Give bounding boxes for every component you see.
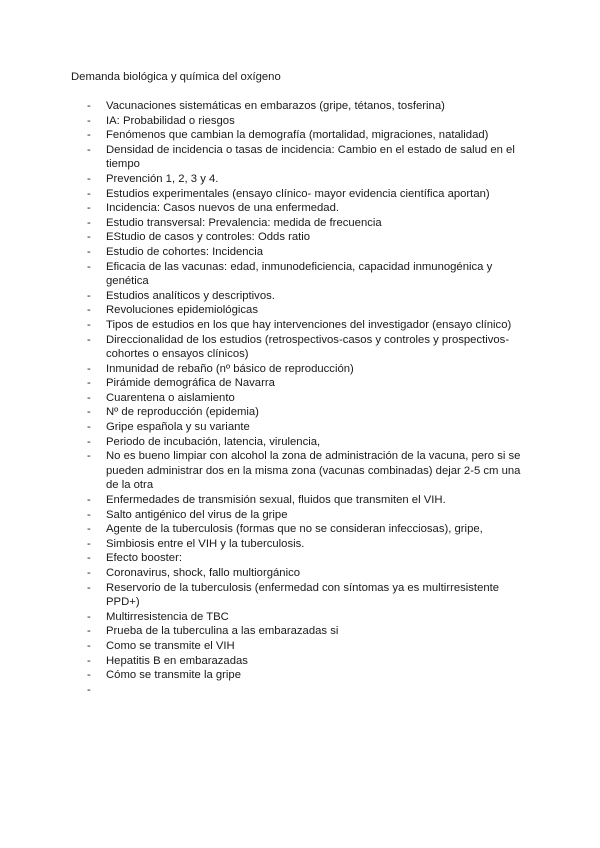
- list-item-text: Estudio transversal: Prevalencia: medida de frecuencia: [106, 216, 382, 229]
- bullet-marker: -: [87, 129, 91, 142]
- bullet-marker: -: [87, 172, 91, 185]
- list-item-text: Cuarentena o aislamiento: [106, 391, 235, 404]
- list-item-text: IA: Probabilidad o riesgos: [106, 114, 235, 127]
- bullet-marker: -: [87, 450, 91, 463]
- list-item-text: Reservorio de la tuberculosis (enfermedad con síntomas ya es multirresistente PPD+): [106, 581, 500, 609]
- list-item: [87, 639, 527, 654]
- bullet-marker: -: [87, 143, 91, 156]
- list-item-text: Direccionalidad de los estudios (retrospectivos-casos y controles y prospectivos-cohortes o ensayos clínicos): [106, 333, 510, 361]
- bullet-marker: -: [87, 231, 91, 244]
- list-item-text: Estudios analíticos y descriptivos.: [106, 289, 275, 302]
- list-item: [87, 566, 527, 581]
- bullet-marker: -: [87, 245, 91, 258]
- list-item-text: EStudio de casos y controles: Odds ratio: [106, 231, 311, 244]
- bullet-marker: -: [87, 216, 91, 229]
- bullet-marker: -: [87, 610, 91, 623]
- bullet-marker: -: [87, 318, 91, 331]
- bullet-marker: -: [87, 187, 91, 200]
- list-item: [87, 435, 527, 450]
- list-item-text: Eficacia de las vacunas: edad, inmunodeficiencia, capacidad inmunogénica y genética: [106, 260, 493, 288]
- bullet-marker: -: [87, 567, 91, 579]
- list-item: [87, 289, 527, 304]
- list-item: [87, 537, 527, 552]
- bullet-marker: -: [87, 333, 91, 346]
- list-item-text: Salto antigénico del virus de la gripe: [106, 508, 288, 521]
- list-item-text: Revoluciones epidemiológicas: [106, 304, 258, 317]
- list-item: [87, 172, 527, 187]
- list-item: [87, 201, 527, 216]
- bullet-marker: -: [87, 421, 91, 434]
- list-item: [87, 303, 527, 318]
- bullet-marker: -: [87, 202, 91, 215]
- bullet-marker: -: [87, 260, 91, 273]
- list-item: [87, 508, 527, 523]
- list-item: [87, 551, 527, 566]
- list-item: [87, 260, 527, 289]
- list-item-text: Hepatitis B en embarazadas: [106, 654, 248, 667]
- list-item-text: Tipos de estudios en los que hay intervenciones del investigador (ensayo clínico): [106, 318, 512, 331]
- bullet-marker: -: [87, 523, 91, 536]
- bullet-marker: -: [87, 552, 91, 565]
- list-item: [87, 391, 527, 406]
- bullet-marker: -: [87, 377, 91, 390]
- list-item-text: Pirámide demográfica de Navarra: [106, 377, 275, 390]
- list-item-text: Vacunaciones sistemáticas en embarazos (gripe, tétanos, tosferina): [106, 100, 445, 112]
- bullet-marker: -: [87, 654, 91, 667]
- list-item-text: Incidencia: Casos nuevos de una enfermedad.: [106, 202, 339, 215]
- bullet-marker: -: [87, 289, 91, 302]
- list-item: [87, 581, 527, 610]
- list-item: [87, 230, 527, 245]
- bullet-marker: -: [87, 639, 91, 652]
- bullet-marker: -: [87, 669, 91, 682]
- bullet-marker: -: [87, 683, 91, 696]
- list-item-text: Como se transmite el VIH: [106, 639, 235, 652]
- list-item-text: [106, 683, 527, 698]
- bullet-marker: -: [87, 625, 91, 638]
- list-item-text: Enfermedades de transmisión sexual, fluidos que transmiten el VIH.: [106, 494, 446, 507]
- bullet-marker: -: [87, 508, 91, 521]
- list-item: [87, 114, 527, 129]
- list-item-text: Gripe española y su variante: [106, 421, 250, 434]
- list-item-text: Periodo de incubación, latencia, virulencia,: [106, 435, 321, 448]
- list-item: [87, 654, 527, 669]
- list-item: [87, 405, 527, 420]
- bullet-marker: -: [87, 391, 91, 404]
- list-item: [87, 143, 527, 172]
- list-item-text: Estudio de cohortes: Incidencia: [106, 245, 263, 258]
- list-item: [87, 683, 527, 698]
- list-item: [87, 128, 527, 143]
- list-item: [87, 245, 527, 260]
- list-item: [87, 318, 527, 333]
- list-item: [87, 522, 527, 537]
- list-item-text: Fenómenos que cambian la demografía (mortalidad, migraciones, natalidad): [106, 129, 489, 142]
- list-item: [87, 216, 527, 231]
- list-item: [87, 624, 527, 639]
- list-item-text: Simbiosis entre el VIH y la tuberculosis.: [106, 537, 305, 550]
- list-item: [87, 493, 527, 508]
- list-item-text: Coronavirus, shock, fallo multiorgánico: [106, 567, 301, 579]
- bullet-marker: -: [87, 304, 91, 317]
- bullet-marker: -: [87, 100, 91, 112]
- bullet-marker: -: [87, 406, 91, 419]
- list-item: [87, 99, 527, 114]
- list-item: [87, 362, 527, 377]
- list-item: [87, 449, 527, 493]
- list-item: [87, 420, 527, 435]
- bullet-marker: -: [87, 581, 91, 594]
- bullet-marker: -: [87, 362, 91, 375]
- bullet-marker: -: [87, 537, 91, 550]
- list-item-text: Cómo se transmite la gripe: [106, 669, 241, 682]
- list-item-text: No es bueno limpiar con alcohol la zona de administración de la vacuna, pero si se pueden administrar dos en la misma zona (vacunas combinadas) dejar 2-5 cm una de la otra: [106, 450, 521, 492]
- list-item-text: Multirresistencia de TBC: [106, 610, 229, 623]
- list-item: [87, 610, 527, 625]
- list-item-text: Prevención 1, 2, 3 y 4.: [106, 172, 219, 185]
- bullet-list: [87, 99, 527, 697]
- list-item-text: Nº de reproducción (epidemia): [106, 406, 259, 419]
- list-item-text: Agente de la tuberculosis (formas que no se consideran infecciosas), gripe,: [106, 523, 483, 536]
- list-item-text: Prueba de la tuberculina a las embarazadas si: [106, 625, 339, 638]
- list-item: [87, 376, 527, 391]
- bullet-marker: -: [87, 114, 91, 127]
- bullet-marker: -: [87, 435, 91, 448]
- bullet-marker: -: [87, 494, 91, 507]
- document-title: Demanda biológica y química del oxígeno: [71, 71, 281, 83]
- list-item: [87, 187, 527, 202]
- list-item: [87, 333, 527, 362]
- list-item-text: Efecto booster:: [106, 552, 182, 565]
- list-item-text: Inmunidad de rebaño (nº básico de reproducción): [106, 362, 354, 375]
- list-item: [87, 668, 527, 683]
- list-item-text: Densidad de incidencia o tasas de incidencia: Cambio en el estado de salud en el tiempo: [106, 143, 515, 171]
- list-item-text: Estudios experimentales (ensayo clínico- mayor evidencia científica aportan): [106, 187, 490, 200]
